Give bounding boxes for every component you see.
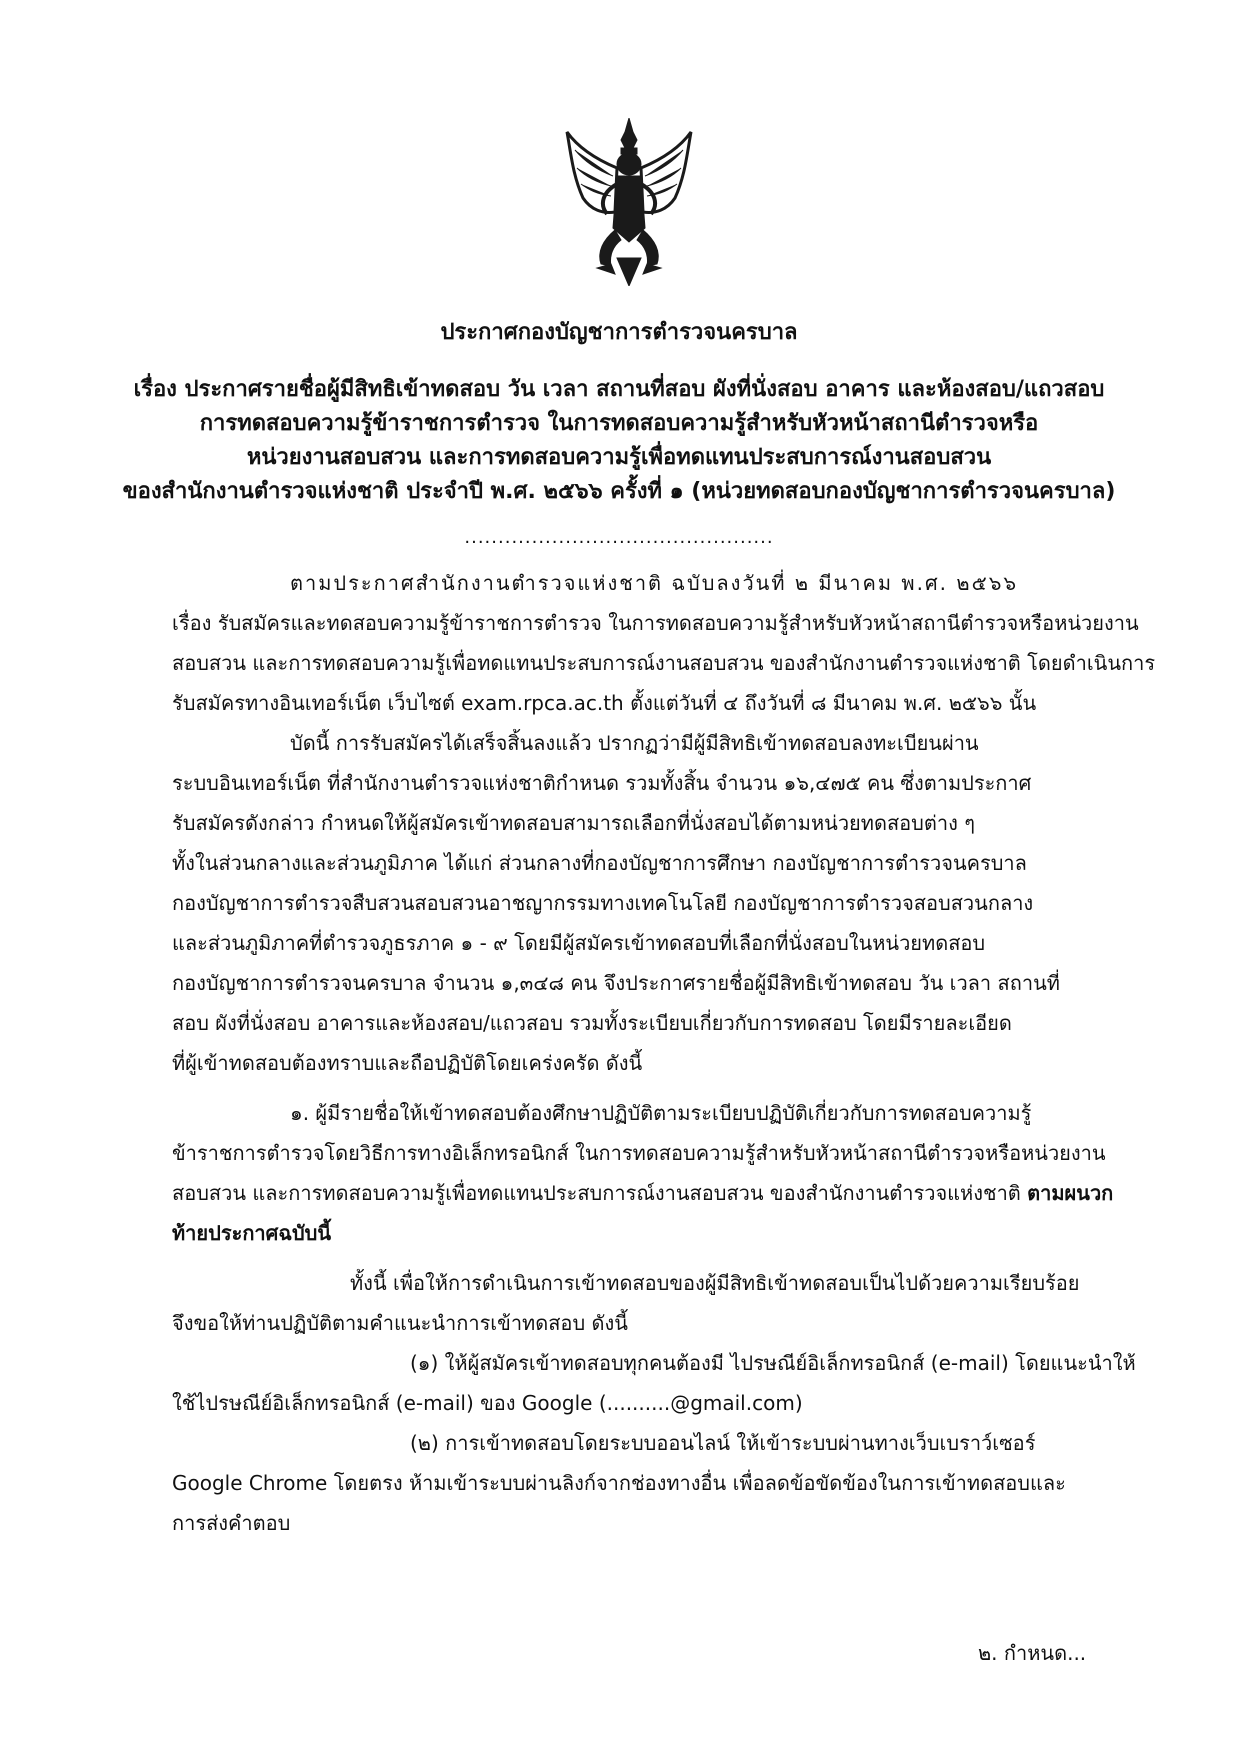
paragraph-line: และส่วนภูมิภาคที่ตำรวจภูธรภาค ๑ - ๙ โดยมีผู้สมัครเข้าทดสอบที่เลือกที่นั่งสอบในหน่วยทดสอบ [172, 931, 986, 955]
sub-item-line: ใช้ไปรษณีย์อิเล็กทรอนิกส์ (e-mail) ของ Google (..........@gmail.com) [172, 1391, 803, 1415]
subject-line: เรื่อง ประกาศรายชื่อผู้มีสิทธิเข้าทดสอบ วัน เวลา สถานที่สอบ ผังที่นั่งสอบ อาคาร และห้องสอบ/แถวสอบ [133, 377, 1105, 402]
sub-item-line: การส่งคำตอบ [172, 1511, 291, 1535]
paragraph-line: ที่ผู้เข้าทดสอบต้องทราบและถือปฏิบัติโดยเคร่งครัด ดังนี้ [172, 1051, 643, 1075]
item-line: ๑. ผู้มีรายชื่อให้เข้าทดสอบต้องศึกษาปฏิบัติตามระเบียบปฏิบัติเกี่ยวกับการทดสอบความรู้ [290, 1101, 1032, 1125]
sub-item-line: Google Chrome โดยตรง ห้ามเข้าระบบผ่านลิงก์จากช่องทางอื่น เพื่อลดข้อขัดข้องในการเข้าทดสอบและ [172, 1471, 1066, 1495]
paragraph-line: จึงขอให้ท่านปฏิบัติตามคำแนะนำการเข้าทดสอบ ดังนี้ [172, 1311, 628, 1335]
garuda-emblem [563, 118, 695, 286]
annex-reference: ตามผนวก [1027, 1181, 1114, 1205]
paragraph-line: รับสมัครทางอินเทอร์เน็ต เว็บไซต์ exam.rpca.ac.th ตั้งแต่วันที่ ๔ ถึงวันที่ ๘ มีนาคม พ.ศ. ๒๕๖๖ นั้น [172, 691, 1037, 715]
annex-reference: ท้ายประกาศฉบับนี้ [172, 1221, 332, 1245]
subject-line: การทดสอบความรู้ข้าราชการตำรวจ ในการทดสอบความรู้สำหรับหัวหน้าสถานีตำรวจหรือ [199, 411, 1039, 436]
paragraph-line: สอบ ผังที่นั่งสอบ อาคารและห้องสอบ/แถวสอบ รวมทั้งระเบียบเกี่ยวกับการทดสอบ โดยมีรายละเอียด [172, 1011, 1012, 1035]
paragraph-line: ตามประกาศสำนักงานตำรวจแห่งชาติ ฉบับลงวันที่ ๒ มีนาคม พ.ศ. ๒๕๖๖ [290, 571, 1019, 595]
page-continuation: ๒. กำหนด... [978, 1641, 1087, 1665]
paragraph-line: ระบบอินเทอร์เน็ต ที่สำนักงานตำรวจแห่งชาติกำหนด รวมทั้งสิ้น จำนวน ๑๖,๔๗๕ คน ซึ่งตามประกาศ [172, 771, 1032, 795]
paragraph-line: บัดนี้ การรับสมัครได้เสร็จสิ้นลงแล้ว ปรากฏว่ามีผู้มีสิทธิเข้าทดสอบลงทะเบียนผ่าน [290, 731, 979, 755]
paragraph-line: ทั้งนี้ เพื่อให้การดำเนินการเข้าทดสอบของผู้มีสิทธิเข้าทดสอบเป็นไปด้วยความเรียบร้อย [350, 1271, 1080, 1295]
separator-line: .............................................. [464, 527, 774, 548]
paragraph-line: ทั้งในส่วนกลางและส่วนภูมิภาค ได้แก่ ส่วนกลางที่กองบัญชาการศึกษา กองบัญชาการตำรวจนครบาล [172, 851, 1027, 875]
sub-item-line: (๒) การเข้าทดสอบโดยระบบออนไลน์ ให้เข้าระบบผ่านทางเว็บเบราว์เซอร์ [410, 1431, 1036, 1455]
subject-line: ของสำนักงานตำรวจแห่งชาติ ประจำปี พ.ศ. ๒๕๖๖ ครั้งที่ ๑ (หน่วยทดสอบกองบัญชาการตำรวจนครบาล) [122, 479, 1116, 504]
paragraph-line: เรื่อง รับสมัครและทดสอบความรู้ข้าราชการตำรวจ ในการทดสอบความรู้สำหรับหัวหน้าสถานีตำรวจหรือหน่วยงาน [172, 611, 1139, 635]
subject-line: หน่วยงานสอบสวน และการทดสอบความรู้เพื่อทดแทนประสบการณ์งานสอบสวน [246, 445, 992, 470]
item-text: สอบสวน และการทดสอบความรู้เพื่อทดแทนประสบการณ์งานสอบสวน ของสำนักงานตำรวจแห่งชาติ [172, 1181, 1028, 1205]
sub-item-line: (๑) ให้ผู้สมัครเข้าทดสอบทุกคนต้องมี ไปรษณีย์อิเล็กทรอนิกส์ (e-mail) โดยแนะนำให้ [410, 1351, 1136, 1375]
item-line [172, 1178, 1113, 1208]
paragraph-line: กองบัญชาการตำรวจสืบสวนสอบสวนอาชญากรรมทางเทคโนโลยี กองบัญชาการตำรวจสอบสวนกลาง [172, 891, 1034, 915]
paragraph-line: กองบัญชาการตำรวจนครบาล จำนวน ๑,๓๔๘ คน จึงประกาศรายชื่อผู้มีสิทธิเข้าทดสอบ วัน เวลา สถานที่ [172, 971, 1060, 995]
announcement-title: ประกาศกองบัญชาการตำรวจนครบาล [440, 320, 798, 345]
paragraph-line: สอบสวน และการทดสอบความรู้เพื่อทดแทนประสบการณ์งานสอบสวน ของสำนักงานตำรวจแห่งชาติ โดยดำเนินการ [172, 651, 1156, 675]
paragraph-line: รับสมัครดังกล่าว กำหนดให้ผู้สมัครเข้าทดสอบสามารถเลือกที่นั่งสอบได้ตามหน่วยทดสอบต่าง ๆ [172, 811, 975, 835]
item-line: ข้าราชการตำรวจโดยวิธีการทางอิเล็กทรอนิกส์ ในการทดสอบความรู้สำหรับหัวหน้าสถานีตำรวจหรือหน่วยงาน [172, 1141, 1106, 1165]
